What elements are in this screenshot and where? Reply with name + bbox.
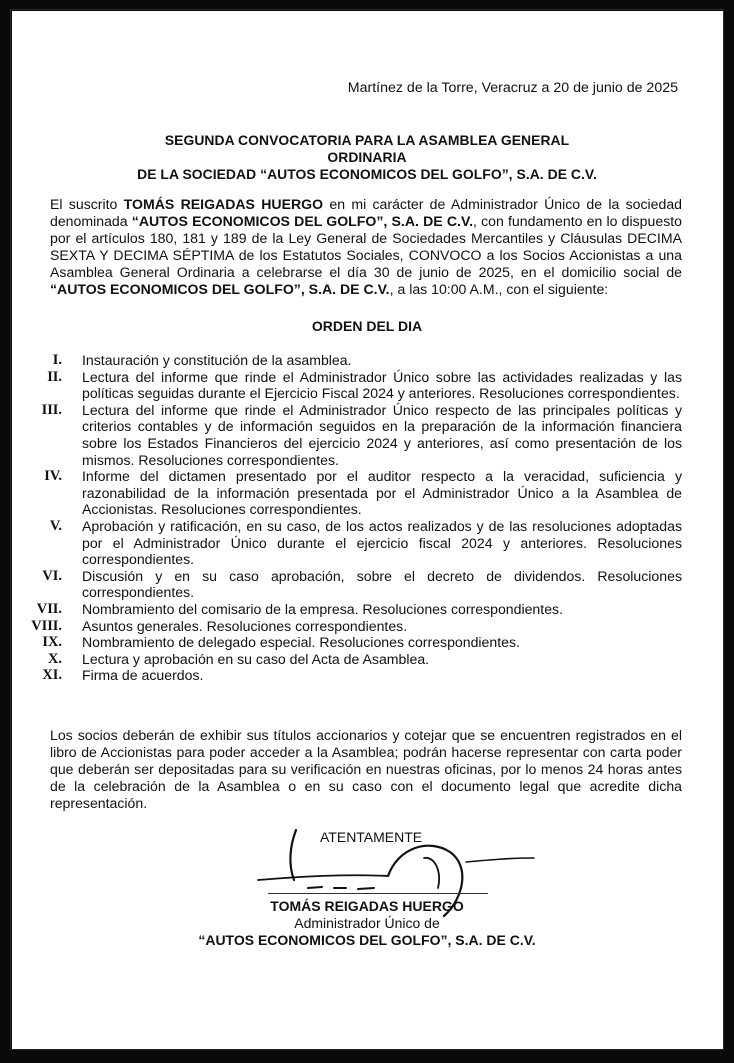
intro-text-1: El suscrito: [50, 196, 124, 212]
agenda-item: [20, 601, 682, 618]
agenda-item-text: Aprobación y ratificación, en su caso, de los actos realizados y de las resoluciones adoptadas por el Administrador Único durante el ejercicio fiscal 2024 y anteriores. Resoluciones correspondientes.: [82, 517, 682, 568]
agenda-item: [20, 618, 682, 635]
agenda-list: [20, 352, 682, 684]
agenda-item-text: Firma de acuerdos.: [82, 667, 204, 684]
agenda-item-number: I.: [52, 352, 62, 368]
agenda-item: [20, 369, 682, 402]
agenda-item: [20, 518, 682, 568]
agenda-item: [20, 352, 682, 369]
agenda-item-text: Lectura del informe que rinde el Administrador Único respecto de las principales políticas y criterios contables y de información seguidos en la preparación de la información financiera sobre los Estados Financieros del ejercicio 2024 y anteriores, así como presentación de los mismos. Resoluciones correspondientes.: [82, 401, 682, 468]
agenda-item-number: VII.: [36, 600, 62, 617]
intro-text-3: , con fundamento en lo dispuesto por el artículos 180, 181 y 189 de la Ley General de Sociedades Mercantiles y Cláusulas DECIMA SEXTA Y DECIMA SÉPTIMA de los Estatutos Sociales, CONVOCO a los Socios Accionistas a una Asamblea General Ordinaria a celebrarse el día 30 de junio de 2025, en el domicilio social de: [50, 213, 682, 280]
agenda-item: [20, 468, 682, 518]
agenda-item-number: VI.: [42, 567, 62, 584]
intro-paragraph: [50, 196, 682, 298]
intro-text-4: , a las 10:00 A.M., con el siguiente:: [389, 281, 609, 297]
signer-block: [0, 898, 734, 949]
agenda-item-text: Instauración y constitución de la asamblea.: [82, 352, 352, 368]
title-line-1: SEGUNDA CONVOCATORIA PARA LA ASAMBLEA GENERAL: [164, 132, 570, 148]
salutation: ATENTAMENTE: [320, 829, 423, 845]
agenda-item-number: XI.: [42, 667, 62, 684]
title-line-2: ORDINARIA: [327, 149, 407, 165]
company-name: “AUTOS ECONOMICOS DEL GOLFO”, S.A. DE C.V.: [50, 281, 390, 297]
agenda-item-text: Nombramiento de delegado especial. Resoluciones correspondientes.: [82, 634, 520, 651]
agenda-item-number: IX.: [42, 634, 62, 651]
signer-role: Administrador Único de: [294, 915, 440, 931]
agenda-item-text: Asuntos generales. Resoluciones correspondientes.: [82, 617, 408, 634]
agenda-item: [20, 651, 682, 668]
agenda-item-number: VIII.: [31, 617, 62, 634]
agenda-item-text: Lectura del informe que rinde el Administrador Único sobre las actividades realizadas y las políticas seguidas durante el Ejercicio Fiscal 2024 y anteriores. Resoluciones correspondientes.: [82, 368, 682, 402]
signature-line: [268, 893, 488, 894]
date-line: Martínez de la Torre, Veracruz a 20 de junio de 2025: [347, 80, 678, 96]
agenda-item-text: Nombramiento del comisario de la empresa. Resoluciones correspondientes.: [82, 600, 563, 617]
title-line-3: DE LA SOCIEDAD “AUTOS ECONOMICOS DEL GOLFO”, S.A. DE C.V.: [137, 166, 597, 182]
agenda-item: [20, 634, 682, 651]
agenda-heading: ORDEN DEL DIA: [311, 318, 423, 334]
agenda-item-number: II.: [47, 368, 62, 385]
closing-paragraph: Los socios deberán de exhibir sus títulos accionarios y cotejar que se encuentren registrados en el libro de Accionistas para poder acceder a la Asamblea; podrán hacerse representar con carta poder que deberán ser depositadas para su verificación en nuestras oficinas, por lo menos 24 horas antes de la celebración de la Asamblea o en su caso con el documento legal que acredite dicha representación.: [50, 727, 682, 811]
agenda-item-number: X.: [48, 650, 62, 667]
signer-company: “AUTOS ECONOMICOS DEL GOLFO”, S.A. DE C.V.: [198, 932, 536, 948]
document-title: [0, 132, 734, 183]
agenda-item-text: Lectura y aprobación en su caso del Acta de Asamblea.: [82, 650, 430, 667]
agenda-item-text: Informe del dictamen presentado por el auditor respecto a la veracidad, suficiencia y razonabilidad de la información presentada por el Administrador Único a la Asamblea de Accionistas. Resoluciones correspondientes.: [82, 468, 682, 518]
company-name: “AUTOS ECONOMICOS DEL GOLFO”, S.A. DE C.V.: [131, 213, 473, 229]
administrator-name: TOMÁS REIGADAS HUERGO: [123, 196, 324, 212]
agenda-item-number: III.: [41, 401, 62, 418]
signer-name: TOMÁS REIGADAS HUERGO: [270, 898, 464, 914]
agenda-item: [20, 568, 682, 601]
agenda-item: [20, 402, 682, 468]
intro-text-2: en mi carácter de Administrador Único de la sociedad denominada: [50, 196, 683, 229]
agenda-item-text: Discusión y en su caso aprobación, sobre el decreto de dividendos. Resoluciones correspondientes.: [82, 567, 682, 601]
agenda-item: [20, 667, 682, 684]
agenda-item-number: IV.: [44, 468, 62, 485]
agenda-item-number: V.: [49, 517, 62, 534]
